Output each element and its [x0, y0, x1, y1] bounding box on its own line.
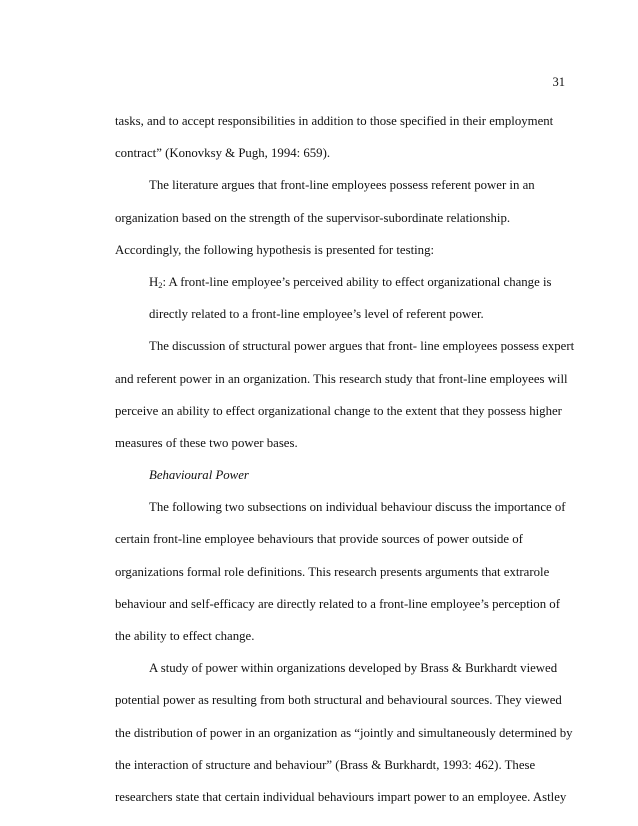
text-line: contract” (Konovksy & Pugh, 1994: 659).	[115, 146, 331, 161]
document-body	[115, 105, 575, 813]
hypothesis-text: : A front-line employee’s perceived ability to effect organizational change is	[162, 274, 552, 289]
text-line: perceive an ability to effect organizational change to the extent that they possess higher	[115, 403, 562, 418]
text-line: directly related to a front-line employee’s level of referent power.	[149, 307, 484, 322]
hypothesis-label: H	[149, 274, 159, 289]
text-line: organization based on the strength of the supervisor-subordinate relationship.	[115, 210, 511, 225]
text-line: the interaction of structure and behaviour” (Brass & Burkhardt, 1993: 462). These	[115, 757, 536, 772]
text-line: the ability to effect change.	[115, 629, 255, 643]
text-line: The discussion of structural power argues that front- line employees possess expert	[149, 339, 575, 354]
text-line: The following two subsections on individual behaviour discuss the importance of	[149, 500, 566, 515]
text-line: the distribution of power in an organization as “jointly and simultaneously determined by	[115, 725, 573, 740]
text-line: organizations formal role definitions. This research presents arguments that extrarole	[115, 564, 550, 579]
text-line: certain front-line employee behaviours that provide sources of power outside of	[115, 532, 523, 547]
section-heading: Behavioural Power	[149, 468, 249, 483]
text-line: The literature argues that front-line employees possess referent power in an	[149, 178, 535, 193]
hypothesis-subscript: 2	[158, 279, 163, 290]
text-line: measures of these two power bases.	[115, 435, 298, 450]
text-line: potential power as resulting from both structural and behavioural sources. They viewed	[115, 693, 562, 708]
text-line: behaviour and self-efficacy are directly related to a front-line employee’s perception of	[115, 596, 560, 611]
text-line: researchers state that certain individual behaviours impart power to an employee. Astley	[115, 789, 567, 804]
text-line: and referent power in an organization. This research study that front-line employees will	[115, 371, 568, 386]
text-line: Accordingly, the following hypothesis is presented for testing:	[115, 242, 435, 257]
text-line: A study of power within organizations developed by Brass & Burkhardt viewed	[149, 661, 558, 676]
hypothesis-line	[115, 266, 575, 298]
text-line: tasks, and to accept responsibilities in addition to those specified in their employment	[115, 114, 554, 128]
page-number: 31	[552, 75, 565, 89]
